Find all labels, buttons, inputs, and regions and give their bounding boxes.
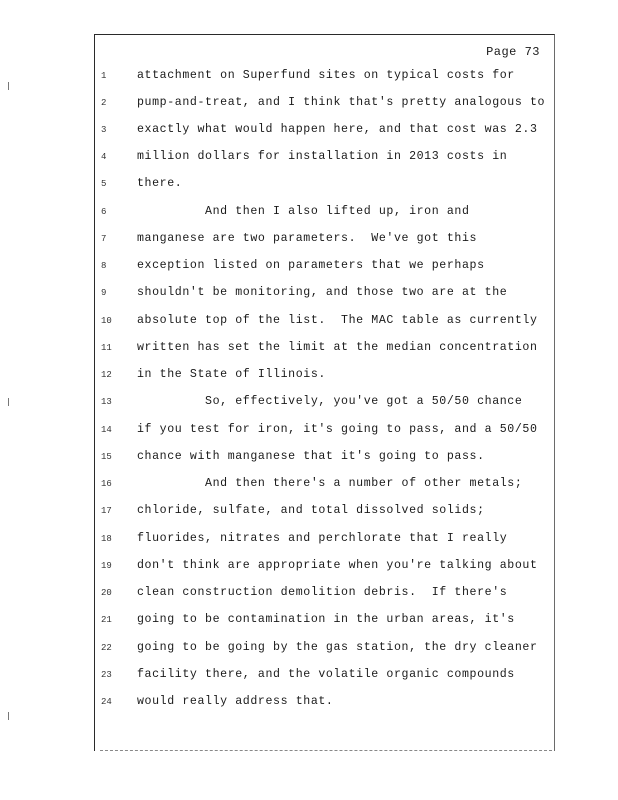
line-text: in the State of Illinois. — [137, 368, 326, 381]
line-text: pump-and-treat, and I think that's pretty analogous to — [137, 96, 546, 109]
line-number: 12 — [101, 370, 112, 380]
line-text: exactly what would happen here, and that cost was 2.3 — [137, 123, 538, 136]
line-text: shouldn't be monitoring, and those two are at the — [137, 286, 508, 299]
line-number: 6 — [101, 207, 107, 217]
footer-rule — [100, 750, 552, 752]
margin-mark — [8, 82, 9, 90]
line-number: 20 — [101, 588, 112, 598]
line-text: attachment on Superfund sites on typical costs for — [137, 69, 515, 82]
line-number: 1 — [101, 71, 107, 81]
line-number: 17 — [101, 506, 112, 516]
line-text: written has set the limit at the median concentration — [137, 341, 538, 354]
line-text: absolute top of the list. The MAC table as currently — [137, 314, 538, 327]
line-text: million dollars for installation in 2013 costs in — [137, 150, 508, 163]
line-number: 3 — [101, 125, 107, 135]
line-text: And then there's a number of other metals; — [137, 477, 523, 490]
line-number: 21 — [101, 615, 112, 625]
line-number: 16 — [101, 479, 112, 489]
line-text: And then I also lifted up, iron and — [137, 205, 470, 218]
line-text: going to be contamination in the urban areas, it's — [137, 613, 515, 626]
line-number: 18 — [101, 534, 112, 544]
line-number: 13 — [101, 397, 112, 407]
line-text: exception listed on parameters that we perhaps — [137, 259, 485, 272]
page-number: Page 73 — [486, 45, 540, 59]
line-number: 2 — [101, 98, 107, 108]
line-number: 8 — [101, 261, 107, 271]
line-text: chloride, sulfate, and total dissolved solids; — [137, 504, 485, 517]
margin-mark — [8, 398, 9, 406]
line-number: 22 — [101, 643, 112, 653]
line-text: there. — [137, 177, 183, 190]
line-number: 10 — [101, 316, 112, 326]
line-number: 15 — [101, 452, 112, 462]
line-number: 23 — [101, 670, 112, 680]
margin-mark — [8, 712, 9, 720]
line-number: 24 — [101, 697, 112, 707]
line-number: 19 — [101, 561, 112, 571]
line-text: clean construction demolition debris. If there's — [137, 586, 508, 599]
line-text: would really address that. — [137, 695, 334, 708]
line-number: 7 — [101, 234, 107, 244]
line-text: So, effectively, you've got a 50/50 chance — [137, 395, 523, 408]
line-text: if you test for iron, it's going to pass, and a 50/50 — [137, 423, 538, 436]
line-number: 9 — [101, 288, 107, 298]
line-text: facility there, and the volatile organic compounds — [137, 668, 515, 681]
line-text: going to be going by the gas station, the dry cleaner — [137, 641, 538, 654]
line-number: 11 — [101, 343, 112, 353]
line-text: don't think are appropriate when you're talking about — [137, 559, 538, 572]
line-text: fluorides, nitrates and perchlorate that I really — [137, 532, 508, 545]
line-number: 4 — [101, 152, 107, 162]
line-text: chance with manganese that it's going to pass. — [137, 450, 485, 463]
line-number: 5 — [101, 179, 107, 189]
line-text: manganese are two parameters. We've got this — [137, 232, 478, 245]
line-number: 14 — [101, 425, 112, 435]
